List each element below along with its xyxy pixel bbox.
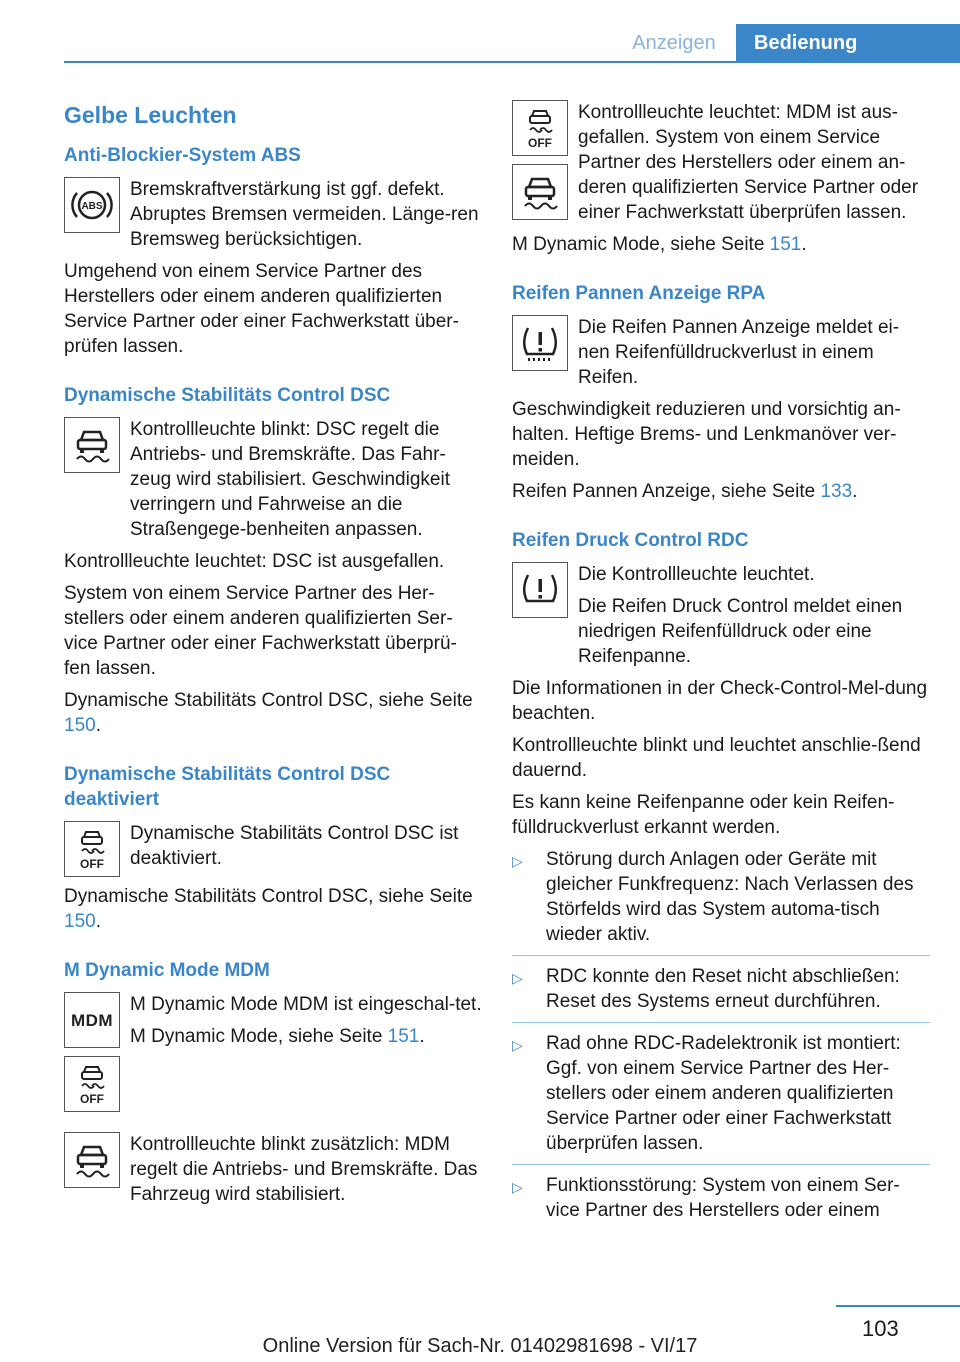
mdm-text: M Dynamic Mode MDM ist eingeschal-tet. bbox=[130, 994, 482, 1015]
dsc-off-reference: Dynamische Stabilitäts Control DSC, siehe Seite 150. bbox=[64, 886, 473, 932]
section-title: Gelbe Leuchten bbox=[64, 102, 237, 128]
dsc-off-icon bbox=[64, 821, 120, 877]
triangle-bullet-icon: ▷ bbox=[512, 1037, 523, 1053]
online-version-note: Online Version für Sach-Nr. 01402981698 - VI/17 bbox=[262, 1335, 698, 1357]
rpa-text: Die Reifen Pannen Anzeige meldet ei-nen Reifenfülldruckverlust in einem Reifen. bbox=[578, 317, 900, 388]
dsc-text: Kontrollleuchte blinkt: DSC regelt die Antriebs- und Bremskräfte. Das Fahr-zeug wird stabilisiert. Geschwindigkeit verringern und Fahrweise an die Straßengege-benheiten anpassen. bbox=[130, 419, 450, 540]
triangle-bullet-icon: ▷ bbox=[512, 853, 523, 869]
list-item: ▷ Rad ohne RDC-Radelektronik ist montiert: Ggf. von einem Service Partner des Her-stellers oder einem anderen qualifizierten Service Partner oder einer Fachwerkstatt überprüfen lassen. bbox=[512, 1031, 930, 1165]
mdm-reference: M Dynamic Mode, siehe Seite 151. bbox=[130, 1026, 425, 1047]
tire-pressure-icon bbox=[512, 562, 568, 618]
right-column bbox=[512, 100, 930, 1239]
mdm-blink-text: Kontrollleuchte blinkt zusätzlich: MDM regelt die Antriebs- und Bremskräfte. Das Fahrzeug wird stabilisiert. bbox=[130, 1134, 478, 1205]
tab-anzeigen[interactable]: Anzeigen bbox=[632, 31, 716, 54]
svg-text:OFF: OFF bbox=[80, 1092, 104, 1106]
rdc-paragraph-3: Es kann keine Reifenpanne oder kein Reifen-fülldruckverlust erkannt werden. bbox=[512, 792, 895, 838]
abs-text: Bremskraftverstärkung ist ggf. defekt. Abruptes Bremsen vermeiden. Länge-ren Bremsweg berücksichtigen. bbox=[130, 179, 479, 250]
list-item: ▷ Funktionsstörung: System von einem Ser-vice Partner des Herstellers oder einem bbox=[512, 1175, 900, 1221]
rpa-heading: Reifen Pannen Anzeige RPA bbox=[512, 283, 766, 304]
svg-text:OFF: OFF bbox=[528, 136, 552, 150]
mdm-icon-label: MDM bbox=[70, 1010, 114, 1030]
mdm-fail-reference: M Dynamic Mode, siehe Seite 151. bbox=[512, 234, 807, 255]
rpa-reference: Reifen Pannen Anzeige, siehe Seite 133. bbox=[512, 481, 858, 502]
rdc-heading: Reifen Druck Control RDC bbox=[512, 530, 749, 551]
mdm-page-link[interactable]: 151 bbox=[387, 1026, 420, 1047]
abs-warning-icon bbox=[64, 177, 120, 233]
dsc-off-text: Dynamische Stabilitäts Control DSC ist deaktiviert. bbox=[130, 823, 459, 869]
dsc-heading: Dynamische Stabilitäts Control DSC bbox=[64, 385, 391, 406]
dsc-car-skid-icon-3 bbox=[512, 164, 568, 220]
dsc-off-icon-3 bbox=[512, 100, 568, 156]
abs-row bbox=[64, 177, 482, 252]
svg-text:ABS: ABS bbox=[81, 201, 103, 212]
triangle-bullet-icon: ▷ bbox=[512, 1179, 523, 1195]
tab-bedienung[interactable]: Bedienung bbox=[736, 24, 960, 62]
mdm-icon bbox=[64, 992, 120, 1048]
footer-rule bbox=[836, 1305, 960, 1307]
mdm-fail-page-link[interactable]: 151 bbox=[769, 234, 802, 255]
abs-heading: Anti-Blockier-System ABS bbox=[64, 145, 301, 166]
tire-pressure-warning-icon bbox=[512, 315, 568, 371]
mdm-blink-row bbox=[64, 1132, 482, 1207]
rdc-text-1: Die Kontrollleuchte leuchtet. bbox=[578, 564, 815, 585]
dsc-off-icon-2 bbox=[64, 1056, 120, 1112]
svg-text:OFF: OFF bbox=[80, 857, 104, 871]
dsc-row bbox=[64, 417, 482, 542]
dsc-off-heading: Dynamische Stabilitäts Control DSC deaktiviert bbox=[64, 764, 391, 810]
rpa-page-link[interactable]: 133 bbox=[820, 481, 853, 502]
dsc-paragraph-1: Kontrollleuchte leuchtet: DSC ist ausgefallen. bbox=[64, 551, 445, 572]
rpa-row bbox=[512, 315, 930, 390]
rdc-row bbox=[512, 562, 930, 669]
list-item: ▷ RDC konnte den Reset nicht abschließen: Reset des Systems erneut durchführen. bbox=[512, 964, 930, 1023]
mdm-fail-text: Kontrollleuchte leuchtet: MDM ist aus-gefallen. System von einem Service Partner des Herstellers oder einem an-deren qualifizierten Service Partner oder einer Fachwerkstatt überprüfen lassen. bbox=[578, 102, 919, 223]
left-column bbox=[64, 100, 482, 1214]
dsc-reference: Dynamische Stabilitäts Control DSC, siehe Seite 150. bbox=[64, 690, 473, 736]
dsc-car-skid-icon-2 bbox=[64, 1132, 120, 1188]
mdm-heading: M Dynamic Mode MDM bbox=[64, 960, 270, 981]
rdc-text-2: Die Reifen Druck Control meldet einen niedrigen Reifenfülldruck oder eine Reifenpanne. bbox=[578, 596, 903, 667]
dsc-page-link[interactable]: 150 bbox=[64, 715, 96, 736]
dsc-paragraph-2: System von einem Service Partner des Her-stellers oder einem anderen qualifizierten Ser-vice Partner oder einer Fachwerkstatt überprü-fen lassen. bbox=[64, 583, 457, 679]
triangle-bullet-icon: ▷ bbox=[512, 970, 523, 986]
abs-paragraph: Umgehend von einem Service Partner des Herstellers oder einem anderen qualifizierten Service Partner oder einer Fachwerkstatt über-prüfen lassen. bbox=[64, 261, 459, 357]
dsc-off-page-link[interactable]: 150 bbox=[64, 911, 96, 932]
rpa-paragraph: Geschwindigkeit reduzieren und vorsichtig an-halten. Heftige Brems- und Lenkmanöver ver-meiden. bbox=[512, 399, 901, 470]
rdc-paragraph-2: Kontrollleuchte blinkt und leuchtet anschlie-ßend dauernd. bbox=[512, 735, 921, 781]
dsc-off-row bbox=[64, 821, 482, 877]
page-number: 103 bbox=[862, 1316, 899, 1341]
dsc-car-skid-icon bbox=[64, 417, 120, 473]
rdc-paragraph-1: Die Informationen in der Check-Control-Mel-dung beachten. bbox=[512, 678, 928, 724]
list-item: ▷ Störung durch Anlagen oder Geräte mit gleicher Funkfrequenz: Nach Verlassen des Störfelds wird das System automa-tisch wieder aktiv. bbox=[512, 847, 930, 956]
mdm-row bbox=[64, 992, 482, 1112]
mdm-fail-row bbox=[512, 100, 930, 225]
